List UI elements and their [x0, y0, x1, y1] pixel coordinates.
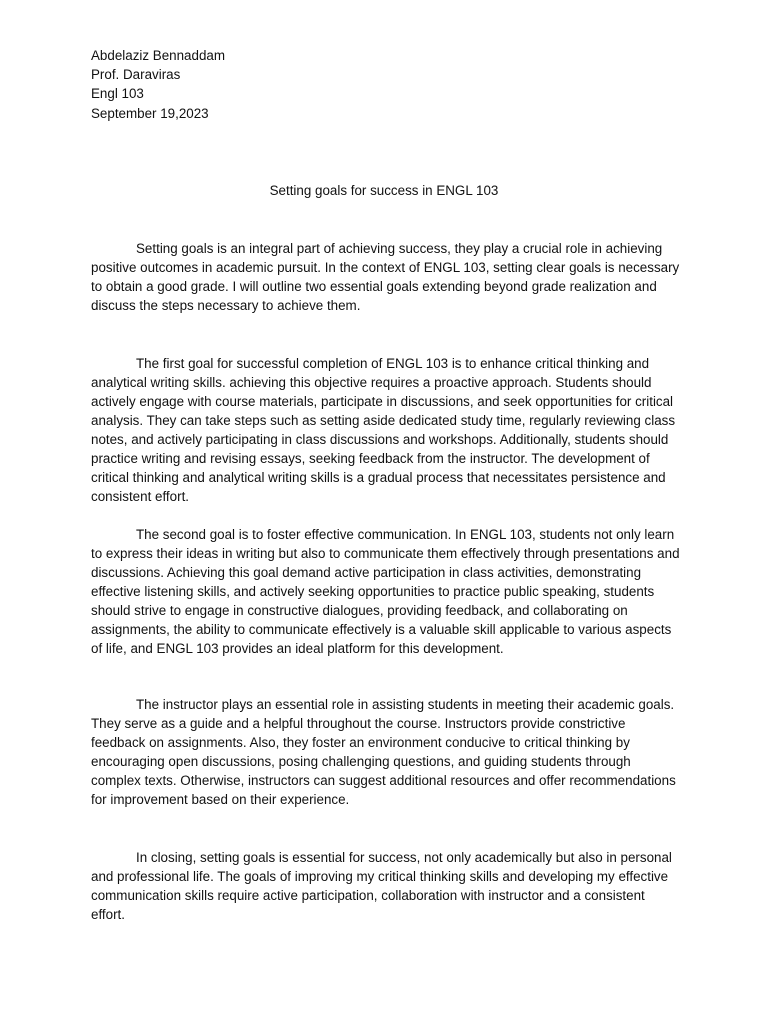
paragraph-intro: Setting goals is an integral part of achieving success, they play a crucial role in achieving positive outcomes in academic pursuit. In the context of ENGL 103, setting clear goals is necessary to obtain a good grade. I will outline two essential goals extending beyond grade realization and discuss the steps necessary to achieve them.: [91, 241, 680, 314]
course-name: Engl 103: [91, 86, 144, 102]
paragraph-second-goal: The second goal is to foster effective communication. In ENGL 103, students not only learn to express their ideas in writing but also to communicate them effectively through presentations and discussions. Achieving this goal demand active participation in class activities, demonstrating effective listening skills, and actively seeking opportunities to practice public speaking, students should strive to engage in constructive dialogues, providing feedback, and collaborating on assignments, the ability to communicate effectively is a valuable skill applicable to various aspects of life, and ENGL 103 provides an ideal platform for this development.: [91, 527, 680, 657]
document-title: Setting goals for success in ENGL 103: [269, 183, 499, 198]
date-line: September 19,2023: [91, 105, 209, 121]
professor-name: Prof. Daraviras: [91, 67, 181, 83]
paragraph-conclusion: In closing, setting goals is essential for success, not only academically but also in personal and professional life. The goals of improving my critical thinking skills and developing my effective communication skills require active participation, collaboration with instructor and a consistent effort.: [91, 850, 672, 923]
header-block: [91, 46, 491, 123]
paragraph-first-goal: The first goal for successful completion of ENGL 103 is to enhance critical thinking and analytical writing skills. achieving this objective requires a proactive approach. Students should actively engage with course materials, participate in discussions, and seek opportunities for critical analysis. They can take steps such as setting aside dedicated study time, regularly reviewing class notes, and actively participating in class discussions and workshops. Additionally, students should practice writing and revising essays, seeking feedback from the instructor. The development of critical thinking and analytical writing skills is a gradual process that necessitates persistence and consistent effort.: [91, 356, 676, 505]
paragraph-instructor-role: The instructor plays an essential role in assisting students in meeting their academic goals. They serve as a guide and a helpful throughout the course. Instructors provide constrictive feedback on assignments. Also, they foster an environment conducive to critical thinking by encouraging open discussions, posing challenging questions, and guiding students through complex texts. Otherwise, instructors can suggest additional resources and offer recommendations for improvement based on their experience.: [91, 697, 676, 808]
author-name: Abdelaziz Bennaddam: [91, 48, 225, 63]
